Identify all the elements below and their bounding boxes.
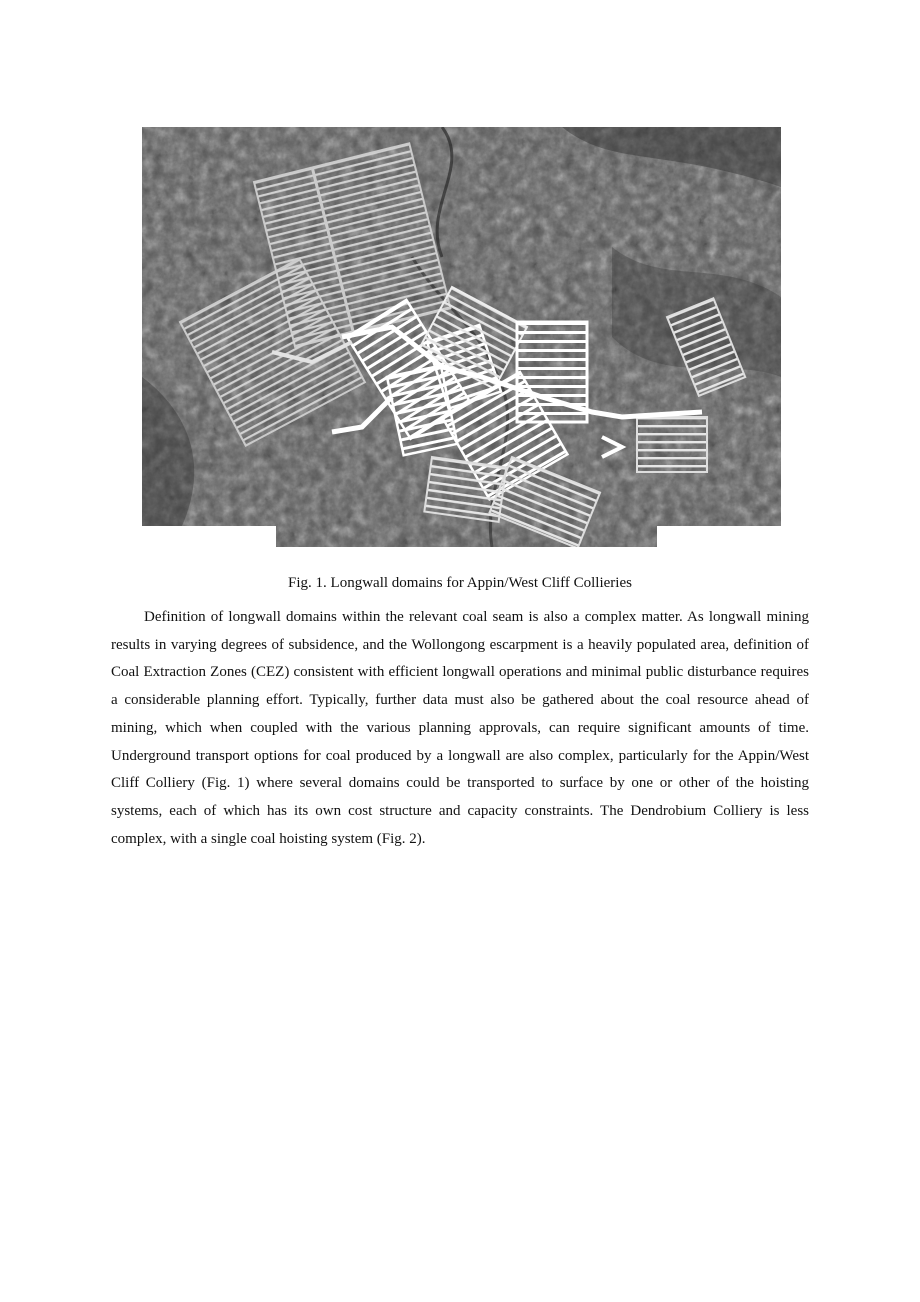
figure-caption: Fig. 1. Longwall domains for Appin/West Cliff Collieries <box>288 575 632 591</box>
figure-longwall-domains-map <box>142 127 781 547</box>
aerial-map-image <box>142 127 781 547</box>
body-paragraph: Definition of longwall domains within the relevant coal seam is also a complex matter. As longwall mining results in varying degrees of subsidence, and the Wollongong escarpment is a heavily populated area, definition of Coal Extraction Zones (CEZ) consistent with efficient longwall operations and minimal public disturbance requires a considerable planning effort. Typically, further data must also be gathered about the coal resource ahead of mining, which when coupled with the various planning approvals, can require significant amounts of time. Underground transport options for coal produced by a longwall are also complex, particularly for the Appin/West Cliff Colliery (Fig. 1) where several domains could be transported to surface by one or other of the hoisting systems, each of which has its own cost structure and capacity constraints. The Dendrobium Colliery is less complex, with a single coal hoisting system (Fig. 2). <box>111 609 809 847</box>
